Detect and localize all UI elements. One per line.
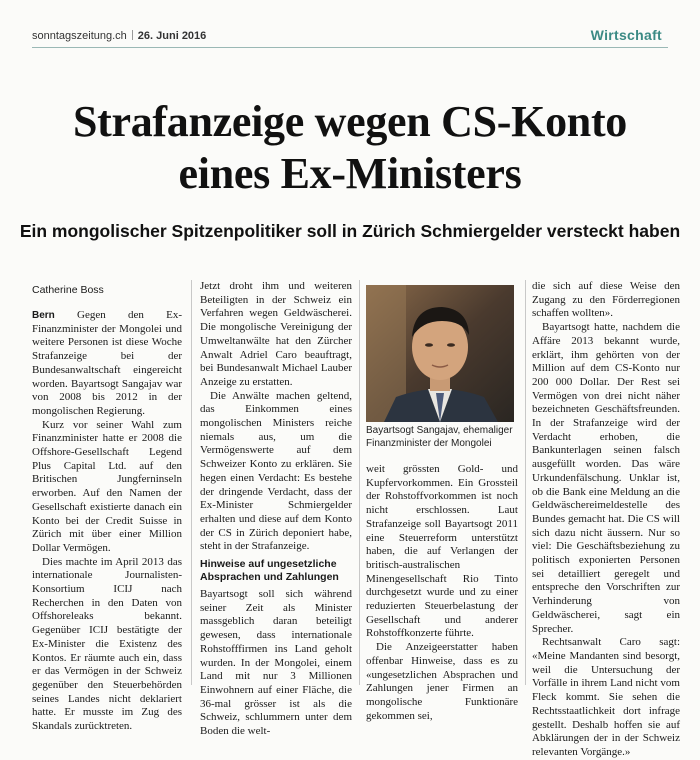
headline-line-1: Strafanzeige wegen CS-Konto xyxy=(72,97,628,146)
column-2 xyxy=(200,280,352,739)
portrait-image xyxy=(366,285,514,422)
column-divider xyxy=(525,280,526,685)
paragraph: Bayartsogt soll sich während seiner Zeit als Minister massgeblich daran beteiligt gewesen, dass internationale Rohstofffirmen ins Land geholt wurden. In der Mongolei, einem Land mit nur 3 Millionen Einwohnern auf einer Fläche, die 36-mal grösser ist als die Schweiz, schlummern unter dem Boden die welt- xyxy=(200,588,352,738)
column-4 xyxy=(532,280,680,760)
headline-line-2: eines Ex-Ministers xyxy=(178,149,522,198)
source-site[interactable]: sonntagszeitung.ch xyxy=(32,30,127,42)
source-line xyxy=(32,30,206,42)
divider xyxy=(132,30,133,40)
paragraph: Die Anwälte machen geltend, das Einkommen eines mongolischen Ministers reiche niemals aus, um die Vermögenswerte auf dem Schweizer Konto zu erklären. Sie hegen einen Verdacht: Es bestehe der dringende Verdacht, dass der Ex-Minister Schmiergelder erhalten und diese auf dem Konto der CS in Zürich deponiert habe, steht in der Strafanzeige. xyxy=(200,389,352,553)
paragraph: weit grössten Gold- und Kupfervorkommen. Ein Grossteil der Rohstoffvorkommen ist noch nicht erschlossen. Laut Strafanzeige soll Bayartsogt 2011 eine Steuerreform unterstützt haben, die auf Verlangen der britisch-australischen Minengesellschaft Rio Tinto durchgesetzt wurde und zu einer reduzierten Steuerbelastung der Gesellschaft und anderer Rohstoffkonzerte führte. xyxy=(366,463,518,640)
column-3 xyxy=(366,463,518,723)
headline xyxy=(0,96,700,200)
column-divider xyxy=(191,280,192,685)
paragraph: Rechtsanwalt Caro sagt: «Meine Mandanten sind besorgt, weil die Untersuchung der Vorfälle in ihrem Land nicht vom Fleck kommt. Sie sehen die Rechtsstaatlichkeit dort infrage gestellt. Deshalb hoffen sie auf Abklärungen der in der Schweiz relevanten Vorgänge.» xyxy=(532,636,680,758)
paragraph: Jetzt droht ihm und weiteren Beteiligten in der Schweiz ein Verfahren wegen Geldwäscherei. Die mongolische Vereinigung der Umweltanwälte hat den Zürcher Anwalt Adriel Caro beauftragt, bei Bundesanwalt Michael Lauber Anzeige zu erstatten. xyxy=(200,280,352,388)
masthead-bar xyxy=(32,27,668,47)
dateline: Bern xyxy=(32,310,55,321)
portrait-photo xyxy=(366,285,514,422)
column-divider xyxy=(359,280,360,685)
author: Catherine Boss xyxy=(32,284,104,296)
photo-caption: Bayartsogt Sangajav, ehemaliger Finanzminister der Mongolei xyxy=(366,425,513,449)
paragraph: Bern Gegen den Ex-Finanzminister der Mongolei und weitere Personen ist diese Woche Strafanzeige bei der Bundesanwaltschaft eingereicht worden. Bayartsogt Sangajav war von 2008 bis 2012 in der mongolischen Regierung. xyxy=(32,309,182,417)
column-1 xyxy=(32,284,182,734)
interheading: Hinweise auf ungesetzliche Absprachen und Zahlungen xyxy=(200,558,339,584)
issue-date: 26. Juni 2016 xyxy=(137,30,207,42)
paragraph: Kurz vor seiner Wahl zum Finanzminister hatte er 2008 die Offshore-Gesellschaft Legend Plus Capital Ltd. auf den Britischen Jungferninseln erworben. Auf den Namen der Gesellschaft existierte danach ein Konto bei der Credit Suisse in Zürich mit über einer Million Dollar Vermögen. xyxy=(32,418,182,554)
paragraph: Dies machte im April 2013 das internationale Journalisten-Konsortium ICIJ nach Recherchen in den Daten von Offshoreleaks bekannt. Gegenüber ICIJ bestätigte der Ex-Minister die Existenz des Kontos. Er räumte auch ein, dass er das Vermögen in der Schweiz gegenüber den Steuerbehörden seines Landes nicht deklariert hatte. Er musste im Zug des Skandals zurücktreten. xyxy=(32,555,182,733)
paragraph: die sich auf diese Weise den Zugang zu den Förderregionen schaffen wollten». xyxy=(532,280,680,320)
header-rule xyxy=(32,47,668,48)
paragraph: Die Anzeigeerstatter haben offenbar Hinweise, dass es zu «ungesetzlichen Absprachen und Zahlungen jener Firmen an mongolische Funktionäre gekommen sei, xyxy=(366,641,518,722)
section-label: Wirtschaft xyxy=(590,27,662,43)
paragraph: Bayartsogt hatte, nachdem die Affäre 2013 bekannt wurde, erklärt, ihm gehörten von der Million auf dem CS-Konto nur 200 000 Dollar. Der Rest sei Vermögen von drei nicht näher bezeichneten Geschäftsfreunden. In der Strafanzeige wird der Verdacht erhoben, die Bankunterlagen seinen falsch ausgefüllt worden. Das wäre Urkundenfälschung. Unklar ist, ob die Bank eine Meldung an die Geldwäschereimeldestelle des Bundes gemacht hat. Die CS will sich dazu nicht äussern. Nur so viel: Die Geschäftsbeziehung zu politisch exponierten Personen sei detailliert geregelt und entspreche den Vorschriften zur Verhinderung von Geldwäscherei, sagt ein Sprecher. xyxy=(532,321,680,635)
subheadline: Ein mongolischer Spitzenpolitiker soll in Zürich Schmiergelder versteckt haben xyxy=(19,221,681,241)
